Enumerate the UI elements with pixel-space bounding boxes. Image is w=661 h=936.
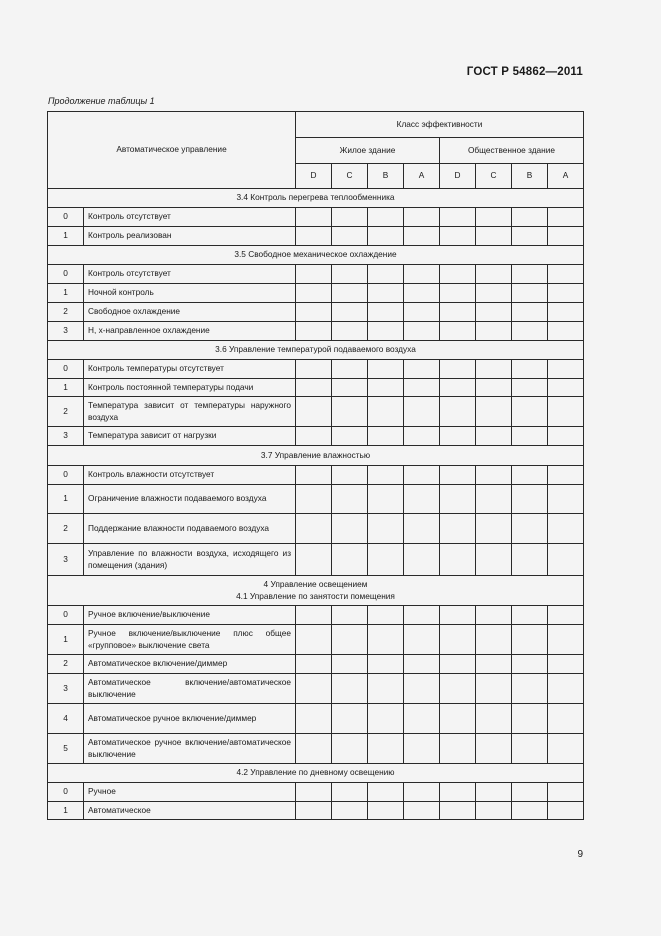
efficiency-class-cell — [296, 625, 332, 655]
efficiency-class-cell — [404, 208, 440, 227]
control-description: Контроль отсутствует — [84, 208, 296, 227]
table-row — [48, 802, 584, 820]
level-number: 0 — [48, 466, 84, 485]
efficiency-class-cell — [332, 466, 368, 485]
efficiency-class-cell — [512, 625, 548, 655]
section-title-cell — [48, 341, 584, 360]
efficiency-class-cell — [296, 265, 332, 284]
section-row — [48, 246, 584, 265]
class-letter-residential-d: D — [296, 164, 332, 189]
efficiency-class-cell — [404, 322, 440, 341]
section-title-cell — [48, 189, 584, 208]
table-row — [48, 783, 584, 802]
efficiency-class-cell — [512, 466, 548, 485]
efficiency-class-cell — [404, 303, 440, 322]
efficiency-class-cell — [332, 265, 368, 284]
efficiency-class-cell — [440, 303, 476, 322]
efficiency-class-cell — [404, 606, 440, 625]
efficiency-class-cell — [332, 625, 368, 655]
section-subtitle: 4.1 Управление по занятости помещения — [236, 590, 395, 601]
efficiency-class-cell — [404, 265, 440, 284]
table-row — [48, 514, 584, 544]
section-title: 3.5 Свободное механическое охлаждение — [234, 249, 397, 260]
efficiency-class-cell — [296, 322, 332, 341]
efficiency-class-cell — [512, 655, 548, 674]
efficiency-class-cell — [512, 397, 548, 427]
level-number: 1 — [48, 227, 84, 246]
efficiency-class-cell — [332, 544, 368, 576]
control-description: Ограничение влажности подаваемого воздуха — [84, 485, 296, 514]
control-description: Ручное — [84, 783, 296, 802]
efficiency-class-cell — [440, 485, 476, 514]
efficiency-class-cell — [368, 802, 404, 820]
header-automatic-control: Автоматическое управление — [48, 112, 296, 189]
efficiency-class-cell — [512, 704, 548, 734]
level-number: 3 — [48, 544, 84, 576]
level-number: 3 — [48, 674, 84, 704]
efficiency-class-cell — [404, 397, 440, 427]
efficiency-class-cell — [548, 625, 584, 655]
section-title: 3.4 Контроль перегрева теплообменника — [236, 192, 395, 203]
efficiency-class-cell — [368, 674, 404, 704]
level-number: 1 — [48, 284, 84, 303]
efficiency-class-cell — [440, 466, 476, 485]
control-description: Контроль влажности отсутствует — [84, 466, 296, 485]
efficiency-class-cell — [332, 284, 368, 303]
efficiency-class-cell — [512, 802, 548, 820]
efficiency-class-cell — [368, 360, 404, 379]
efficiency-class-cell — [332, 427, 368, 446]
efficiency-class-cell — [512, 303, 548, 322]
efficiency-class-cell — [476, 208, 512, 227]
table-row — [48, 606, 584, 625]
class-letter-public-a: A — [548, 164, 584, 189]
efficiency-class-cell — [440, 606, 476, 625]
efficiency-class-cell — [476, 655, 512, 674]
section-title-cell — [48, 576, 584, 606]
efficiency-class-cell — [476, 734, 512, 764]
section-title: 3.7 Управление влажностью — [260, 449, 371, 460]
table-row — [48, 322, 584, 341]
efficiency-class-cell — [368, 485, 404, 514]
section-row — [48, 446, 584, 466]
efficiency-class-cell — [332, 485, 368, 514]
efficiency-class-cell — [368, 322, 404, 341]
efficiency-class-cell — [296, 674, 332, 704]
efficiency-class-cell — [404, 514, 440, 544]
efficiency-class-cell — [368, 466, 404, 485]
control-description: Автоматическое ручное включение/диммер — [84, 704, 296, 734]
efficiency-class-cell — [548, 544, 584, 576]
efficiency-class-cell — [440, 674, 476, 704]
efficiency-class-cell — [440, 208, 476, 227]
efficiency-class-cell — [296, 783, 332, 802]
efficiency-class-cell — [368, 704, 404, 734]
efficiency-class-cell — [332, 783, 368, 802]
control-description: Управление по влажности воздуха, исходящего из помещения (здания) — [84, 544, 296, 576]
table-row — [48, 208, 584, 227]
control-description: Поддержание влажности подаваемого воздуха — [84, 514, 296, 544]
efficiency-class-cell — [476, 227, 512, 246]
efficiency-class-cell — [332, 208, 368, 227]
table-row — [48, 485, 584, 514]
efficiency-class-cell — [404, 466, 440, 485]
class-letter-residential-c: C — [332, 164, 368, 189]
efficiency-class-cell — [440, 544, 476, 576]
efficiency-class-cell — [368, 427, 404, 446]
efficiency-class-cell — [440, 284, 476, 303]
efficiency-class-cell — [548, 734, 584, 764]
efficiency-class-cell — [476, 303, 512, 322]
efficiency-class-cell — [296, 208, 332, 227]
level-number: 2 — [48, 397, 84, 427]
table-row — [48, 284, 584, 303]
level-number: 5 — [48, 734, 84, 764]
efficiency-class-cell — [296, 466, 332, 485]
efficiency-class-cell — [548, 606, 584, 625]
efficiency-class-cell — [332, 514, 368, 544]
efficiency-class-cell — [296, 284, 332, 303]
efficiency-class-cell — [368, 284, 404, 303]
level-number: 4 — [48, 704, 84, 734]
efficiency-class-cell — [476, 514, 512, 544]
efficiency-class-cell — [440, 227, 476, 246]
efficiency-class-cell — [440, 379, 476, 397]
efficiency-class-cell — [476, 466, 512, 485]
control-description: Контроль реализован — [84, 227, 296, 246]
efficiency-class-cell — [512, 606, 548, 625]
section-title: 4 Управление освещением — [263, 579, 368, 590]
efficiency-class-cell — [332, 322, 368, 341]
efficiency-class-cell — [548, 397, 584, 427]
control-description: Автоматическое — [84, 802, 296, 820]
efficiency-class-cell — [476, 427, 512, 446]
efficiency-class-cell — [512, 322, 548, 341]
table-row — [48, 466, 584, 485]
efficiency-class-cell — [548, 466, 584, 485]
efficiency-class-cell — [440, 655, 476, 674]
efficiency-class-cell — [440, 783, 476, 802]
efficiency-class-cell — [404, 485, 440, 514]
efficiency-class-cell — [332, 379, 368, 397]
efficiency-class-cell — [368, 397, 404, 427]
efficiency-class-cell — [548, 485, 584, 514]
efficiency-class-cell — [476, 544, 512, 576]
efficiency-class-cell — [296, 379, 332, 397]
table-row — [48, 704, 584, 734]
efficiency-class-cell — [440, 802, 476, 820]
efficiency-class-cell — [368, 227, 404, 246]
efficiency-class-cell — [332, 303, 368, 322]
control-description: Автоматическое включение/диммер — [84, 655, 296, 674]
level-number: 3 — [48, 322, 84, 341]
section-title-cell — [48, 246, 584, 265]
efficiency-class-cell — [368, 625, 404, 655]
efficiency-class-cell — [404, 227, 440, 246]
efficiency-class-cell — [440, 397, 476, 427]
efficiency-class-cell — [512, 514, 548, 544]
efficiency-class-cell — [404, 284, 440, 303]
efficiency-class-cell — [296, 734, 332, 764]
section-title: 4.2 Управление по дневному освещению — [236, 767, 395, 778]
efficiency-class-cell — [332, 674, 368, 704]
section-row — [48, 764, 584, 783]
efficiency-class-cell — [548, 379, 584, 397]
efficiency-class-cell — [476, 379, 512, 397]
table-body — [48, 112, 584, 820]
efficiency-class-cell — [440, 625, 476, 655]
efficiency-class-cell — [440, 427, 476, 446]
efficiency-class-cell — [512, 227, 548, 246]
efficiency-class-cell — [404, 655, 440, 674]
table-row — [48, 544, 584, 576]
control-description: Температура зависит от температуры наружного воздуха — [84, 397, 296, 427]
efficiency-class-cell — [476, 322, 512, 341]
level-number: 0 — [48, 606, 84, 625]
efficiency-class-cell — [368, 303, 404, 322]
level-number: 0 — [48, 208, 84, 227]
efficiency-class-cell — [368, 544, 404, 576]
efficiency-class-cell — [296, 802, 332, 820]
efficiency-class-cell — [368, 606, 404, 625]
efficiency-class-cell — [476, 704, 512, 734]
efficiency-class-cell — [548, 514, 584, 544]
efficiency-class-cell — [512, 734, 548, 764]
table-row — [48, 674, 584, 704]
control-description: Автоматическое включение/автоматическое выключение — [84, 674, 296, 704]
efficiency-class-cell — [476, 265, 512, 284]
efficiency-class-cell — [296, 655, 332, 674]
efficiency-class-cell — [404, 379, 440, 397]
efficiency-class-cell — [512, 208, 548, 227]
level-number: 0 — [48, 265, 84, 284]
class-letter-public-c: C — [476, 164, 512, 189]
level-number: 1 — [48, 625, 84, 655]
control-description: Ночной контроль — [84, 284, 296, 303]
efficiency-class-cell — [440, 734, 476, 764]
efficiency-class-cell — [404, 544, 440, 576]
efficiency-class-cell — [512, 427, 548, 446]
section-title-cell — [48, 446, 584, 466]
efficiency-class-cell — [476, 397, 512, 427]
efficiency-class-cell — [368, 208, 404, 227]
efficiency-class-cell — [548, 655, 584, 674]
table-row — [48, 625, 584, 655]
efficiency-class-cell — [368, 783, 404, 802]
efficiency-class-cell — [404, 360, 440, 379]
efficiency-class-cell — [368, 514, 404, 544]
table-caption: Продолжение таблицы 1 — [48, 96, 155, 106]
table-row — [48, 655, 584, 674]
control-description: Автоматическое ручное включение/автоматическое выключение — [84, 734, 296, 764]
efficiency-class-cell — [332, 606, 368, 625]
efficiency-class-cell — [404, 674, 440, 704]
standard-header: ГОСТ Р 54862—2011 — [466, 66, 583, 78]
efficiency-class-cell — [296, 227, 332, 246]
efficiency-class-cell — [368, 655, 404, 674]
efficiency-class-cell — [548, 265, 584, 284]
efficiency-class-cell — [512, 674, 548, 704]
table-row — [48, 379, 584, 397]
section-row — [48, 189, 584, 208]
control-description: Контроль постоянной температуры подачи — [84, 379, 296, 397]
table-row — [48, 360, 584, 379]
efficiency-class-cell — [548, 284, 584, 303]
efficiency-class-cell — [476, 606, 512, 625]
efficiency-class-cell — [296, 485, 332, 514]
efficiency-table — [47, 111, 584, 820]
efficiency-class-cell — [296, 606, 332, 625]
header-efficiency-class: Класс эффективности — [296, 112, 584, 138]
efficiency-class-cell — [296, 544, 332, 576]
efficiency-class-cell — [296, 303, 332, 322]
efficiency-class-cell — [548, 227, 584, 246]
efficiency-class-cell — [512, 783, 548, 802]
level-number: 2 — [48, 514, 84, 544]
table-row — [48, 265, 584, 284]
efficiency-class-cell — [476, 783, 512, 802]
table-row — [48, 734, 584, 764]
header-public-building: Общественное здание — [440, 138, 584, 164]
efficiency-class-cell — [548, 322, 584, 341]
level-number: 1 — [48, 802, 84, 820]
level-number: 1 — [48, 485, 84, 514]
efficiency-class-cell — [332, 802, 368, 820]
efficiency-class-cell — [404, 783, 440, 802]
class-letter-public-d: D — [440, 164, 476, 189]
level-number: 3 — [48, 427, 84, 446]
control-description: Контроль отсутствует — [84, 265, 296, 284]
level-number: 2 — [48, 303, 84, 322]
efficiency-class-cell — [548, 704, 584, 734]
control-description: Свободное охлаждение — [84, 303, 296, 322]
efficiency-class-cell — [404, 802, 440, 820]
level-number: 0 — [48, 783, 84, 802]
control-description: Ручное включение/выключение — [84, 606, 296, 625]
efficiency-class-cell — [368, 379, 404, 397]
section-title-cell — [48, 764, 584, 783]
section-row — [48, 576, 584, 606]
control-description: H, x-направленное охлаждение — [84, 322, 296, 341]
efficiency-class-cell — [476, 485, 512, 514]
efficiency-class-cell — [368, 265, 404, 284]
efficiency-class-cell — [548, 783, 584, 802]
section-title: 3.6 Управление температурой подаваемого воздуха — [215, 344, 416, 355]
efficiency-class-cell — [332, 704, 368, 734]
class-letter-residential-a: A — [404, 164, 440, 189]
class-letter-public-b: B — [512, 164, 548, 189]
efficiency-class-cell — [548, 427, 584, 446]
level-number: 0 — [48, 360, 84, 379]
class-letter-residential-b: B — [368, 164, 404, 189]
efficiency-class-cell — [440, 322, 476, 341]
efficiency-class-cell — [368, 734, 404, 764]
efficiency-class-cell — [548, 303, 584, 322]
header-residential-building: Жилое здание — [296, 138, 440, 164]
efficiency-class-cell — [476, 625, 512, 655]
efficiency-class-cell — [512, 485, 548, 514]
efficiency-class-cell — [404, 734, 440, 764]
section-row — [48, 341, 584, 360]
efficiency-class-cell — [332, 397, 368, 427]
efficiency-class-cell — [476, 802, 512, 820]
efficiency-class-cell — [512, 265, 548, 284]
efficiency-class-cell — [404, 427, 440, 446]
efficiency-class-cell — [440, 514, 476, 544]
table-row — [48, 427, 584, 446]
control-description: Ручное включение/выключение плюс общее «групповое» выключение света — [84, 625, 296, 655]
efficiency-class-cell — [296, 397, 332, 427]
efficiency-class-cell — [332, 360, 368, 379]
control-description: Температура зависит от нагрузки — [84, 427, 296, 446]
efficiency-class-cell — [440, 265, 476, 284]
table-row — [48, 397, 584, 427]
control-description: Контроль температуры отсутствует — [84, 360, 296, 379]
page-number: 9 — [577, 849, 583, 860]
efficiency-class-cell — [476, 360, 512, 379]
efficiency-class-cell — [296, 704, 332, 734]
efficiency-class-cell — [332, 227, 368, 246]
efficiency-class-cell — [476, 284, 512, 303]
efficiency-class-cell — [512, 284, 548, 303]
efficiency-class-cell — [404, 625, 440, 655]
efficiency-class-cell — [512, 379, 548, 397]
efficiency-class-cell — [548, 208, 584, 227]
efficiency-class-cell — [548, 360, 584, 379]
level-number: 1 — [48, 379, 84, 397]
efficiency-class-cell — [440, 360, 476, 379]
efficiency-class-cell — [296, 427, 332, 446]
table-row — [48, 303, 584, 322]
efficiency-class-cell — [296, 514, 332, 544]
level-number: 2 — [48, 655, 84, 674]
efficiency-class-cell — [332, 734, 368, 764]
efficiency-class-cell — [440, 704, 476, 734]
table-row — [48, 227, 584, 246]
efficiency-class-cell — [512, 360, 548, 379]
efficiency-class-cell — [404, 704, 440, 734]
efficiency-class-cell — [476, 674, 512, 704]
efficiency-class-cell — [296, 360, 332, 379]
efficiency-class-cell — [332, 655, 368, 674]
efficiency-class-cell — [548, 674, 584, 704]
efficiency-class-cell — [512, 544, 548, 576]
efficiency-class-cell — [548, 802, 584, 820]
